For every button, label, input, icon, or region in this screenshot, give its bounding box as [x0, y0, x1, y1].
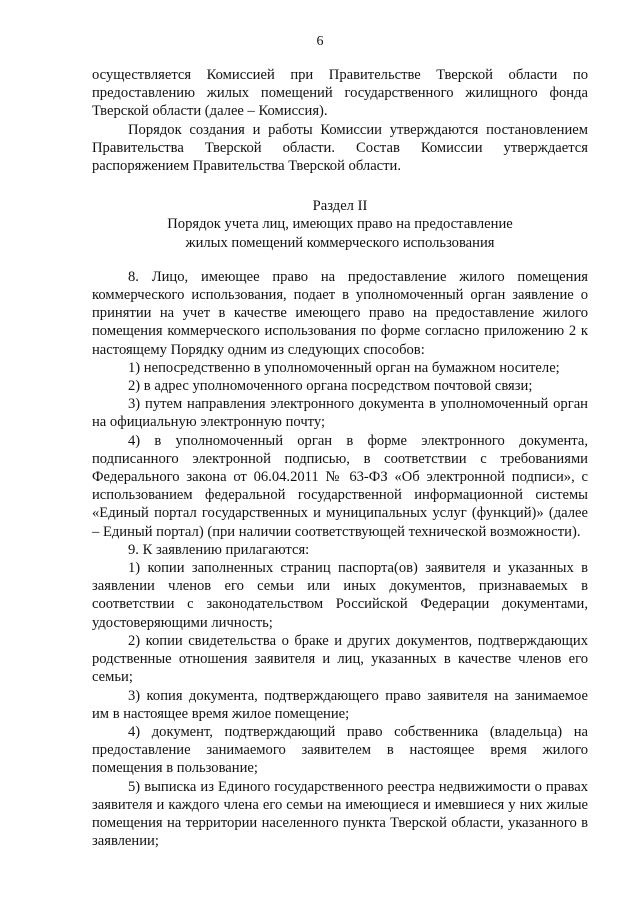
document-body	[92, 66, 588, 850]
clause-9-item-2: 2) копии свидетельства о браке и других документов, подтверждающих родственные отношения заявителя и лиц, указанных в качестве членов его семьи;	[92, 632, 588, 686]
clause-9-item-4: 4) документ, подтверждающий право собственника (владельца) на предоставление занимаемого заявителем в настоящее время жилого помещения в пользование;	[92, 723, 588, 777]
paragraph-commission-procedure: Порядок создания и работы Комиссии утверждаются постановлением Правительства Тверской области. Состав Комиссии утверждается распоряжением Правительства Тверской области.	[92, 121, 588, 175]
clause-8-item-3: 3) путем направления электронного документа в уполномоченный орган на официальную электронную почту;	[92, 396, 588, 431]
clause-8-item-1: 1) непосредственно в уполномоченный орган на бумажном носителе;	[128, 359, 560, 376]
clause-8: 8. Лицо, имеющее право на предоставление жилого помещения коммерческого использования, подает в уполномоченный орган заявление о принятии на учет в качестве имеющего право на предоставление жилого помещения коммерческого использования по форме согласно приложению 2 к настоящему Порядку одним из следующих способов:	[92, 268, 588, 358]
section-label: Раздел II	[312, 198, 368, 215]
clause-8-item-2: 2) в адрес уполномоченного органа посредством почтовой связи;	[128, 378, 533, 395]
clause-9-item-5: 5) выписка из Единого государственного реестра недвижимости о правах заявителя и каждого члена его семьи на имеющиеся и имевшиеся у них жилые помещения на территории населенного пункта Тверской области, указанного в заявлении;	[92, 778, 588, 850]
section-title-line-2: жилых помещений коммерческого использования	[185, 234, 495, 251]
page-number: 6	[316, 34, 324, 49]
clause-9: 9. К заявлению прилагаются:	[128, 541, 310, 558]
clause-8-item-4: 4) в уполномоченный орган в форме электронного документа, подписанного электронной подписью, в соответствии с требованиями Федерального закона от 06.04.2011 № 63-ФЗ «Об электронной подписи», с использованием федеральной государственной информационной системы «Единый портал государственных и муниципальных услуг (функций)» (далее – Единый портал) (при наличии соответствующей технической возможности).	[92, 432, 588, 540]
section-title-line-1: Порядок учета лиц, имеющих право на предоставление	[167, 216, 513, 233]
clause-9-item-3: 3) копия документа, подтверждающего право заявителя на занимаемое им в настоящее время жилое помещение;	[92, 687, 588, 722]
clause-9-item-1: 1) копии заполненных страниц паспорта(ов) заявителя и указанных в заявлении членов его семьи или иных документов, признаваемых в соответствии с законодательством Российской Федерации документами, удостоверяющими личность;	[92, 560, 588, 631]
paragraph-continuation: осуществляется Комиссией при Правительстве Тверской области по предоставлению жилых помещений государственного жилищного фонда Тверской области (далее – Комиссия).	[92, 67, 588, 120]
